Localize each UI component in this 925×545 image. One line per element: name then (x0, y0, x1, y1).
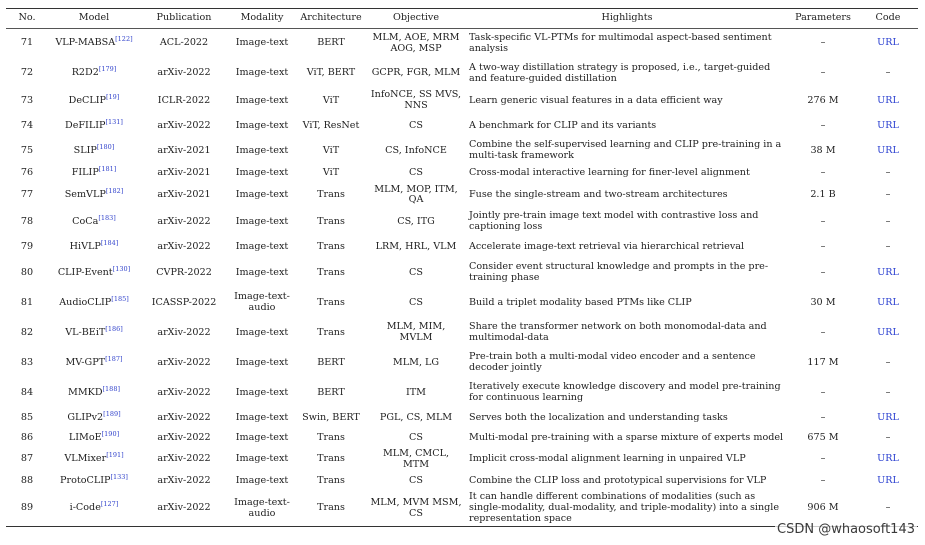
code-url-link[interactable]: URL (877, 296, 899, 308)
table-row (6, 448, 918, 471)
cell-no: 77 (20, 188, 34, 200)
cell-publication: arXiv-2021 (157, 144, 211, 156)
reference-link[interactable]: [188] (102, 384, 120, 393)
cell-objective: CS, InfoNCE (385, 144, 447, 156)
cell-no: 72 (20, 67, 34, 79)
cell-publication: CVPR-2022 (156, 266, 212, 278)
code-none: – (885, 67, 891, 79)
cell-modality: Image-text (235, 67, 289, 79)
cell-no: 73 (20, 94, 34, 106)
cell-objective: MLM, MVM MSM, CS (366, 491, 466, 526)
header-highlights: Highlights (466, 9, 788, 29)
cell-architecture: Swin, BERT (302, 411, 360, 423)
table-row (6, 29, 918, 59)
code-none: – (885, 356, 891, 368)
table-body (6, 29, 918, 527)
code-url-link[interactable]: URL (877, 266, 899, 278)
model-name: i-Code (69, 502, 101, 514)
cell-architecture: Trans (317, 453, 345, 465)
header-publication: Publication (140, 9, 228, 29)
reference-link[interactable]: [131] (105, 117, 123, 126)
cell-objective: PGL, CS, MLM (379, 411, 453, 423)
cell-code (858, 237, 918, 258)
cell-architecture: Trans (317, 475, 345, 487)
code-url-link[interactable]: URL (877, 119, 899, 131)
reference-link[interactable]: [180] (96, 142, 115, 151)
reference-link[interactable]: [185] (111, 294, 129, 303)
reference-link[interactable]: [127] (100, 499, 119, 508)
table-row (6, 348, 918, 378)
model-name: LIMoE (68, 431, 102, 443)
cell-modality: Image-text (235, 144, 289, 156)
cell-code (858, 89, 918, 114)
cell-publication: arXiv-2021 (157, 188, 211, 200)
cell-highlights: Accelerate image-text retrieval via hierarchical retrieval (469, 241, 745, 253)
cell-modality: Image-text (235, 119, 289, 131)
cell-code (858, 59, 918, 89)
cell-model (48, 318, 140, 348)
cell-no: 85 (20, 411, 34, 423)
cell-objective: MLM, MOP, ITM, QA (374, 183, 458, 206)
cell-objective: MLM, AOE, MRM AOG, MSP (372, 32, 460, 54)
table-row (6, 237, 918, 258)
cell-architecture: ViT, BERT (306, 67, 356, 79)
model-name: VL-BEiT (65, 326, 106, 338)
header-model: Model (48, 9, 140, 29)
cell-no: 87 (20, 453, 34, 465)
cell-code (858, 139, 918, 164)
cell-model (48, 207, 140, 237)
cell-highlights: Build a triplet modality based PTMs like CLIP (469, 296, 692, 308)
cell-architecture: Trans (317, 188, 345, 200)
code-url-link[interactable]: URL (877, 37, 899, 49)
cell-highlights: Multi-modal pre-training with a sparse mixture of experts model (469, 431, 784, 443)
cell-no: 88 (20, 475, 34, 487)
table-row (6, 408, 918, 428)
cell-publication: arXiv-2022 (157, 453, 211, 465)
watermark: CSDN @whaosoft143 (777, 522, 915, 537)
cell-objective: InfoNCE, SS MVS, NNS (370, 89, 462, 111)
cell-no: 79 (20, 241, 34, 253)
cell-parameters: – (820, 167, 826, 179)
table-row (6, 471, 918, 491)
code-none: – (885, 431, 891, 443)
cell-model (48, 408, 140, 428)
cell-publication: arXiv-2022 (157, 67, 211, 79)
cell-no: 84 (20, 386, 34, 398)
table-row (6, 207, 918, 237)
cell-highlights: Share the transformer network on both monomodal-data and multimodal-data (469, 321, 767, 343)
code-url-link[interactable]: URL (877, 453, 899, 465)
cell-publication: arXiv-2022 (157, 356, 211, 368)
cell-highlights: A two-way distillation strategy is proposed, i.e., target-guided and feature-guided distillation (469, 61, 771, 84)
cell-modality: Image-text (235, 453, 289, 465)
cell-objective: MLM, LG (392, 356, 440, 368)
cell-code (858, 114, 918, 139)
cell-architecture: BERT (317, 37, 345, 49)
reference-link[interactable]: [133] (110, 472, 128, 481)
cell-model (48, 114, 140, 139)
cell-publication: arXiv-2022 (157, 215, 211, 227)
cell-publication: ACL-2022 (159, 37, 209, 49)
cell-code (858, 29, 918, 59)
cell-objective: CS (409, 119, 423, 131)
cell-architecture: Trans (317, 215, 345, 227)
model-name: SemVLP (64, 188, 106, 200)
cell-code (858, 184, 918, 207)
cell-parameters: – (820, 475, 826, 487)
model-name: FILIP (71, 167, 99, 179)
cell-parameters: – (820, 215, 826, 227)
code-none: – (885, 502, 891, 514)
cell-modality: Image-text (235, 411, 289, 423)
cell-model (48, 288, 140, 318)
reference-link[interactable]: [183] (98, 213, 116, 222)
code-none: – (885, 167, 891, 179)
cell-modality: Image-text (235, 167, 289, 179)
cell-modality: Image-text (235, 326, 289, 338)
cell-model (48, 491, 140, 526)
cell-modality: Image-text (235, 266, 289, 278)
cell-objective: CS (409, 167, 423, 179)
cell-model (48, 258, 140, 288)
cell-modality: Image-text (235, 241, 289, 253)
table-row (6, 378, 918, 408)
cell-parameters: – (820, 386, 826, 398)
cell-no: 89 (6, 491, 48, 526)
cell-architecture: Trans (317, 431, 345, 443)
cell-highlights: It can handle different combinations of modalities (such as single-modality, dual-modality, and triple-modality) into a single representation space (466, 491, 788, 526)
cell-modality: Image-text (235, 356, 289, 368)
code-url-link[interactable]: URL (877, 94, 899, 106)
cell-code (858, 491, 918, 526)
cell-no: 76 (20, 167, 34, 179)
cell-architecture: ViT (322, 94, 340, 106)
model-name: CoCa (72, 215, 99, 227)
cell-architecture: Trans (317, 266, 345, 278)
header-no: No. (6, 9, 48, 29)
cell-parameters: – (820, 326, 826, 338)
cell-highlights: Serves both the localization and understanding tasks (469, 411, 728, 423)
cell-architecture: ViT (322, 167, 340, 179)
reference-link[interactable]: [189] (103, 409, 121, 418)
code-url-link[interactable]: URL (877, 144, 899, 156)
cell-parameters: – (820, 37, 826, 49)
reference-link[interactable]: [179] (98, 64, 117, 73)
cell-modality: Image-text-audio (234, 291, 290, 313)
cell-no: 81 (20, 296, 34, 308)
cell-objective: CS (409, 431, 423, 443)
cell-no: 75 (20, 144, 34, 156)
reference-link[interactable]: [122] (115, 35, 133, 44)
table-row (6, 164, 918, 184)
table-row (6, 288, 918, 318)
cell-publication: arXiv-2022 (157, 431, 211, 443)
cell-highlights: Fuse the single-stream and two-stream architectures (469, 188, 728, 200)
cell-architecture: BERT (317, 356, 345, 368)
reference-link[interactable]: [130] (112, 264, 131, 273)
table-row (6, 428, 918, 448)
cell-model (48, 164, 140, 184)
cell-model (48, 139, 140, 164)
cell-architecture: ViT, ResNet (302, 119, 360, 131)
cell-architecture: Trans (317, 326, 345, 338)
cell-publication: ICLR-2022 (157, 94, 211, 106)
cell-model (48, 378, 140, 408)
table-header-row (6, 9, 918, 29)
cell-no: 71 (20, 37, 34, 49)
cell-objective: MLM, CMCL, MTM (382, 447, 450, 470)
table-row (6, 59, 918, 89)
code-none: – (885, 386, 891, 398)
model-name: GLIPv2 (67, 411, 104, 423)
table-row (6, 318, 918, 348)
model-comparison-table (6, 8, 918, 527)
reference-link[interactable]: [190] (101, 429, 120, 438)
cell-highlights: Learn generic visual features in a data efficient way (469, 94, 723, 106)
code-url-link[interactable]: URL (877, 475, 899, 487)
cell-modality: Image-text (235, 475, 289, 487)
table-row (6, 184, 918, 207)
cell-model (48, 89, 140, 114)
reference-link[interactable]: [181] (98, 164, 117, 173)
cell-modality: Image-text (235, 188, 289, 200)
cell-code (858, 207, 918, 237)
code-none: – (885, 188, 891, 200)
header-parameters: Parameters (788, 9, 858, 29)
cell-publication: arXiv-2022 (157, 475, 211, 487)
cell-publication: arXiv-2022 (157, 386, 211, 398)
table-row (6, 89, 918, 114)
cell-no: 74 (20, 119, 34, 131)
cell-architecture: BERT (317, 386, 345, 398)
code-none: – (885, 241, 891, 253)
cell-model (48, 237, 140, 258)
cell-model (48, 184, 140, 207)
cell-highlights: Task-specific VL-PTMs for multimodal aspect-based sentiment analysis (469, 32, 772, 54)
cell-parameters: – (820, 411, 826, 423)
cell-modality: Image-text (235, 37, 289, 49)
cell-parameters: – (820, 67, 826, 79)
cell-parameters: 117 M (807, 356, 839, 368)
code-none: – (885, 215, 891, 227)
table-row (6, 139, 918, 164)
cell-model (48, 348, 140, 378)
cell-code (858, 164, 918, 184)
cell-model (48, 29, 140, 59)
cell-architecture: Trans (317, 296, 345, 308)
cell-publication: ICASSP-2022 (151, 296, 217, 308)
cell-code (858, 258, 918, 288)
reference-link[interactable]: [19] (105, 92, 120, 101)
table-row (6, 258, 918, 288)
header-architecture: Architecture (296, 9, 366, 29)
cell-model (48, 59, 140, 89)
cell-modality: Image-text (235, 94, 289, 106)
cell-objective: CS (409, 266, 423, 278)
cell-parameters: – (820, 119, 826, 131)
cell-objective: CS (409, 296, 423, 308)
cell-objective: MLM, MIM, MVLM (386, 321, 446, 343)
cell-parameters: 906 M (788, 491, 858, 526)
model-name: MV-GPT (65, 356, 106, 368)
cell-architecture: ViT (322, 144, 340, 156)
cell-code (858, 448, 918, 471)
cell-code (858, 378, 918, 408)
cell-model (48, 448, 140, 471)
cell-no: 80 (20, 266, 34, 278)
cell-publication: arXiv-2022 (157, 241, 211, 253)
cell-objective: GCPR, FGR, MLM (371, 67, 461, 79)
model-name: MMKD (68, 386, 103, 398)
cell-code (858, 288, 918, 318)
cell-modality: Image-text (235, 215, 289, 227)
cell-parameters: 276 M (807, 94, 839, 106)
cell-publication: arXiv-2021 (157, 167, 211, 179)
model-name: R2D2 (71, 67, 99, 79)
cell-no: 83 (20, 356, 34, 368)
model-name: CLIP-Event (57, 266, 113, 278)
cell-code (858, 318, 918, 348)
cell-publication: arXiv-2022 (157, 411, 211, 423)
cell-highlights: Consider event structural knowledge and prompts in the pre-training phase (469, 261, 769, 283)
cell-publication: arXiv-2022 (157, 119, 211, 131)
cell-objective: CS, ITG (397, 215, 435, 227)
model-name: AudioCLIP (59, 296, 112, 308)
model-name: DeCLIP (68, 94, 106, 106)
cell-code (858, 348, 918, 378)
cell-highlights: Iteratively execute knowledge discovery and model pre-training for continuous learning (469, 381, 781, 403)
header-code: Code (858, 9, 918, 29)
cell-no: 82 (20, 326, 34, 338)
cell-highlights: Pre-train both a multi-modal video encoder and a sentence decoder jointly (469, 351, 756, 373)
cell-modality: Image-text (235, 431, 289, 443)
cell-parameters: 30 M (810, 296, 836, 308)
cell-modality: Image-text (235, 386, 289, 398)
cell-parameters: – (820, 266, 826, 278)
cell-publication: arXiv-2022 (157, 326, 211, 338)
cell-parameters: 38 M (810, 144, 836, 156)
cell-publication: arXiv-2022 (140, 491, 228, 526)
cell-parameters: 675 M (807, 431, 839, 443)
cell-code (858, 408, 918, 428)
cell-objective: CS (409, 475, 423, 487)
cell-code (858, 428, 918, 448)
cell-parameters: – (820, 241, 826, 253)
cell-parameters: – (820, 453, 826, 465)
header-modality: Modality (228, 9, 296, 29)
cell-architecture: Trans (296, 491, 366, 526)
model-name: VLP-MABSA (55, 37, 116, 49)
cell-objective: LRM, HRL, VLM (375, 241, 457, 253)
cell-no: 86 (20, 431, 34, 443)
table-row (6, 114, 918, 139)
cell-model (48, 428, 140, 448)
cell-modality: Image-text-audio (228, 491, 296, 526)
cell-architecture: Trans (317, 241, 345, 253)
cell-no: 78 (20, 215, 34, 227)
reference-link[interactable]: [191] (106, 451, 124, 460)
reference-link[interactable]: [182] (105, 186, 124, 195)
cell-parameters: 2.1 B (810, 188, 836, 200)
cell-code (858, 471, 918, 491)
code-url-link[interactable]: URL (877, 411, 899, 423)
code-url-link[interactable]: URL (877, 326, 899, 338)
cell-highlights: Jointly pre-train image text model with contrastive loss and captioning loss (469, 210, 759, 232)
model-name: DeFILIP (65, 119, 106, 131)
model-name: HiVLP (69, 241, 101, 253)
table-row (6, 491, 918, 526)
cell-highlights: Combine the CLIP loss and prototypical supervisions for VLP (469, 475, 767, 487)
cell-objective: ITM (405, 386, 426, 398)
header-objective: Objective (366, 9, 466, 29)
reference-link[interactable]: [187] (105, 354, 123, 363)
reference-link[interactable]: [186] (105, 324, 123, 333)
model-name: VLMixer (64, 453, 107, 465)
cell-highlights: A benchmark for CLIP and its variants (469, 119, 657, 131)
cell-highlights: Cross-modal interactive learning for finer-level alignment (469, 167, 750, 179)
cell-model (48, 471, 140, 491)
cell-highlights: Combine the self-supervised learning and CLIP pre-training in a multi-task framework (469, 139, 782, 161)
model-name: SLIP (73, 144, 97, 156)
model-name: ProtoCLIP (60, 475, 111, 487)
cell-highlights: Implicit cross-modal alignment learning in unpaired VLP (469, 453, 746, 465)
reference-link[interactable]: [184] (100, 238, 119, 247)
